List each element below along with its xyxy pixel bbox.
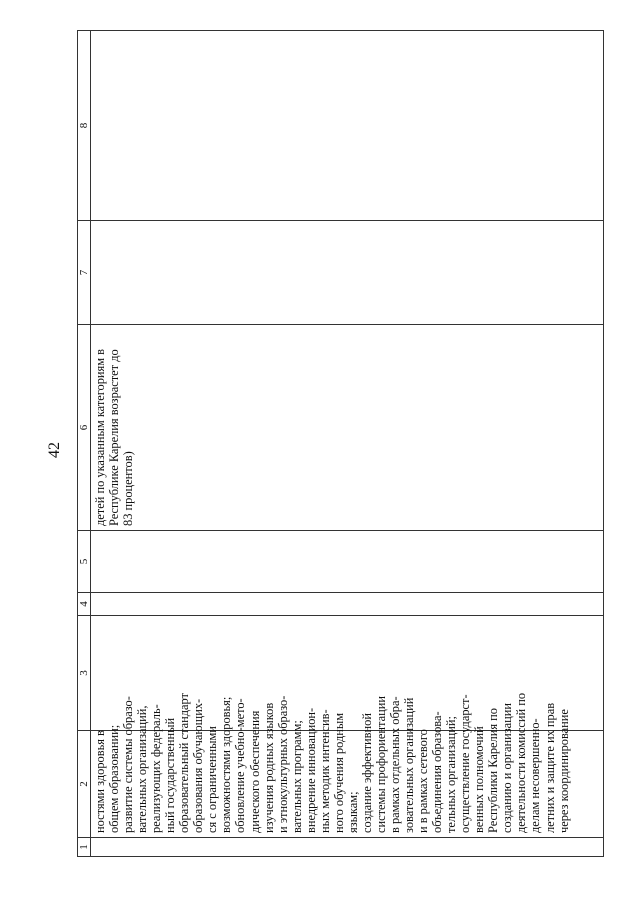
cell-col-1	[91, 838, 604, 857]
text-line: вательных организаций,	[135, 705, 150, 833]
text-line: языкам;	[345, 791, 360, 833]
column-header-4: 4	[78, 593, 91, 616]
text-line: дического обеспечения	[247, 710, 262, 833]
text-line: через координирование	[556, 709, 571, 833]
text-line: образовательный стандарт	[177, 693, 192, 833]
text-line: ный государственный	[163, 717, 178, 833]
text-line: внедрение инновацион-	[303, 707, 318, 833]
text-line: Республике Карелия возрастет до	[107, 349, 122, 526]
column-header-8: 8	[78, 31, 91, 221]
text-line: ностями здоровья в	[93, 730, 107, 833]
table-header-row	[78, 31, 91, 857]
text-line: ного обучения родным	[331, 712, 346, 833]
column-header-2: 2	[78, 731, 91, 838]
column-header-7: 7	[78, 221, 91, 325]
text-line: созданию и организации	[500, 702, 515, 833]
column-header-1: 1	[78, 838, 91, 857]
text-line: летних и защите их прав	[542, 702, 557, 833]
program-table	[77, 31, 604, 857]
text-line: объединения образова-	[430, 711, 445, 833]
cell-col-7	[91, 221, 604, 325]
column-header-6: 6	[78, 325, 91, 531]
cell-col-5	[91, 531, 604, 593]
text-line: Республики Карелия по	[486, 708, 501, 833]
cell-col-2	[91, 692, 604, 838]
text-line: ся с ограниченными	[205, 726, 220, 833]
text-line: образования обучающих-	[191, 698, 206, 833]
table-row	[91, 31, 604, 857]
text-line: создание эффективной	[359, 713, 374, 833]
text-line: 83 процентов)	[121, 451, 136, 526]
text-line: возможностями здоровья;	[219, 696, 234, 833]
text-line: деятельности комиссий по	[514, 692, 529, 833]
text-line: вательных программ;	[289, 720, 304, 833]
text-line: зовательных организаций	[402, 697, 417, 833]
measures-text	[93, 692, 571, 833]
cell-col-8	[91, 31, 604, 221]
text-line: в рамках отдельных обра-	[387, 696, 402, 833]
text-line: и в рамках сетевого	[416, 729, 431, 833]
text-line: делам несовершенно-	[528, 718, 543, 833]
table-frame	[77, 31, 604, 857]
result-text	[93, 329, 135, 526]
text-line: общем образовании;	[107, 724, 122, 833]
page-number: 42	[46, 442, 63, 458]
text-line: и этнокультурных образо-	[275, 695, 290, 833]
text-line: обновление учебно-мето-	[233, 698, 248, 833]
text-line: тельных организаций;	[444, 716, 459, 833]
cell-col-6	[91, 325, 604, 531]
text-line: изучения родных языков	[261, 702, 276, 833]
text-line: детей по указанным категориям в	[93, 348, 107, 526]
text-line: реализующих федераль-	[149, 704, 164, 833]
column-header-3: 3	[78, 616, 91, 731]
text-line: развитие системы образо-	[121, 696, 136, 833]
text-line: ных методик интенсив-	[317, 709, 332, 833]
cell-col-4	[91, 593, 604, 616]
text-line: системы профориентации	[373, 696, 388, 833]
text-line: венных полномочий	[472, 726, 487, 833]
column-header-5: 5	[78, 531, 91, 593]
text-line: осуществление государст-	[458, 694, 473, 833]
